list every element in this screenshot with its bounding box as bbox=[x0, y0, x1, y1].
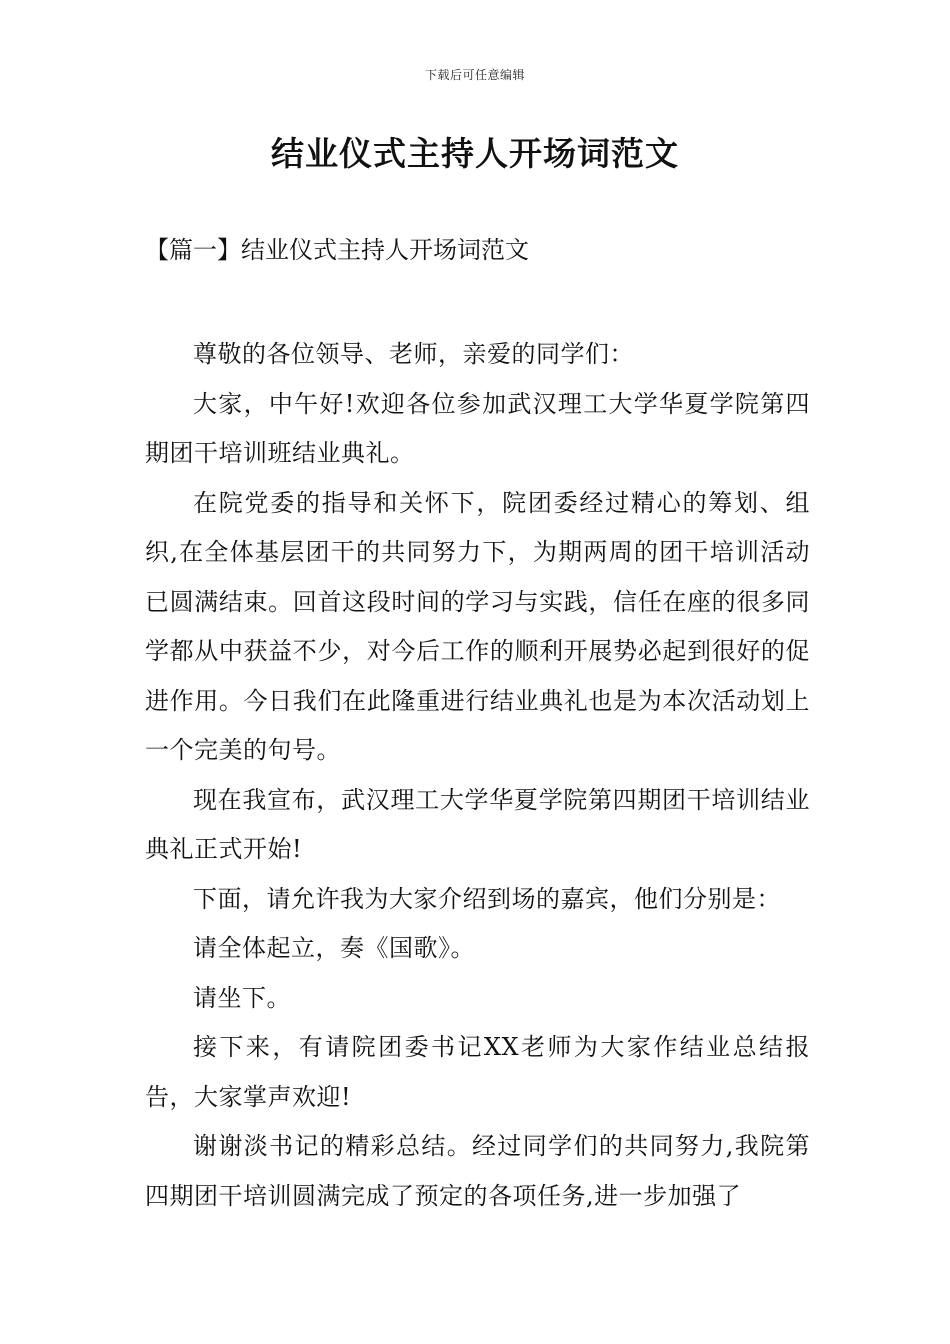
paragraph-guests-intro: 下面，请允许我为大家介绍到场的嘉宾，他们分别是： bbox=[193, 884, 781, 913]
header-note: 下载后可任意编辑 bbox=[424, 68, 525, 82]
paragraph-anthem: 请全体起立，奏《国歌》。 bbox=[193, 934, 475, 962]
paragraph-report-invite: 接下来，有请院团委书记XX老师为大家作结业总结报告，大家掌声欢迎! bbox=[145, 1033, 810, 1111]
paragraph-be-seated: 请坐下。 bbox=[193, 983, 291, 1012]
document-title: 结业仪式主持人开场词范文 bbox=[271, 134, 679, 173]
section-heading: 【篇一】结业仪式主持人开场词范文 bbox=[145, 236, 529, 264]
paragraph-greeting: 尊敬的各位领导、老师，亲爱的同学们： bbox=[193, 340, 634, 368]
paragraph-announcement: 现在我宣布，武汉理工大学华夏学院第四期团干培训结业典礼正式开始! bbox=[145, 785, 810, 863]
paragraph-background: 在院党委的指导和关怀下，院团委经过精心的筹划、组织,在全体基层团干的共同努力下，为期两周的团干培训活动已圆满结束。回首这段时间的学习与实践，信任在座的很多同学都从中获益不少，对今后工作的顺利开展势必起到很好的促进作用。今日我们在此隆重进行结业典礼也是为本次活动划上一个完美的句号。 bbox=[145, 488, 810, 764]
paragraph-welcome: 大家，中午好!欢迎各位参加武汉理工大学华夏学院第四期团干培训班结业典礼。 bbox=[145, 389, 810, 467]
document-body bbox=[145, 330, 810, 1221]
paragraph-thanks: 谢谢淡书记的精彩总结。经过同学们的共同努力,我院第四期团干培训圆满完成了预定的各项任务,进一步加强了 bbox=[145, 1132, 810, 1210]
